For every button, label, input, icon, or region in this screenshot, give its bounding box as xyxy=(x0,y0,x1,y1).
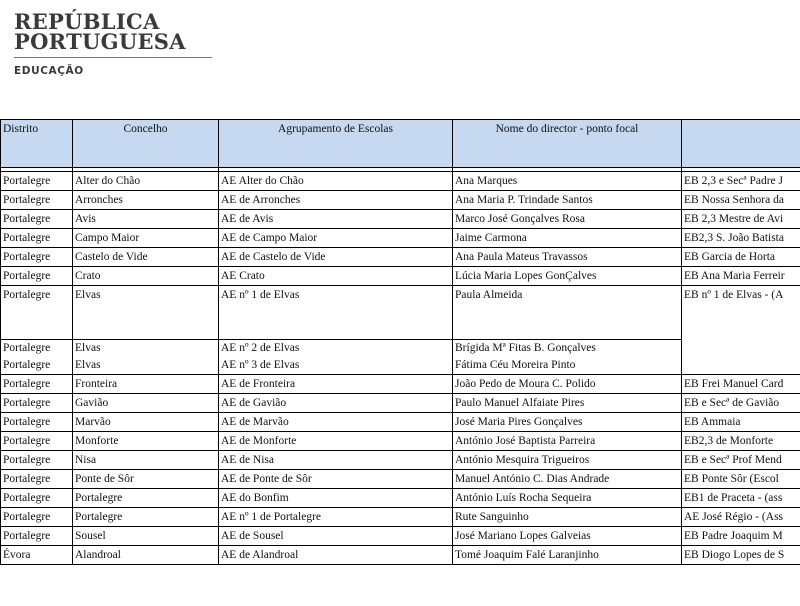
table-row xyxy=(1,470,800,489)
table-row xyxy=(1,527,800,546)
cell-distrito: Portalegre xyxy=(3,359,51,371)
cell-agrupamento: AE de Ponte de Sôr xyxy=(219,470,453,489)
cell-director: Jaime Carmona xyxy=(453,229,682,248)
cell-distrito: Portalegre xyxy=(1,191,73,210)
cell-escola: EB2,3 de Monforte xyxy=(682,432,800,451)
cell-director: Ana Paula Mateus Travassos xyxy=(453,248,682,267)
cell-concelho-stack xyxy=(73,340,219,375)
cell-concelho: Ponte de Sôr xyxy=(73,470,219,489)
cell-concelho: Avis xyxy=(73,210,219,229)
cell-concelho: Arronches xyxy=(73,191,219,210)
logo-divider xyxy=(14,57,212,58)
cell-director: Paula Almeida xyxy=(453,286,682,340)
cell-concelho: Portalegre xyxy=(73,489,219,508)
cell-escola: EB Diogo Lopes de S xyxy=(682,546,800,565)
header-concelho: Concelho xyxy=(73,120,219,168)
table-row xyxy=(1,489,800,508)
cell-concelho: Portalegre xyxy=(73,508,219,527)
cell-agrupamento: AE nº 1 de Portalegre xyxy=(219,508,453,527)
cell-agrupamento: AE Crato xyxy=(219,267,453,286)
cell-escola: EB Garcia de Horta xyxy=(682,248,800,267)
cell-agrupamento: AE nº 3 de Elvas xyxy=(221,359,300,371)
cell-distrito: Portalegre xyxy=(1,248,73,267)
cell-director: Marco José Gonçalves Rosa xyxy=(453,210,682,229)
cell-distrito: Portalegre xyxy=(1,172,73,191)
table-row xyxy=(1,508,800,527)
cell-concelho: Crato xyxy=(73,267,219,286)
table-row-elvas-2 xyxy=(1,340,800,375)
cell-distrito: Portalegre xyxy=(3,342,51,354)
cell-distrito: Portalegre xyxy=(1,508,73,527)
header-agrupamento: Agrupamento de Escolas xyxy=(219,120,453,168)
table-row xyxy=(1,248,800,267)
cell-director: Ana Maria P. Trindade Santos xyxy=(453,191,682,210)
cell-distrito: Portalegre xyxy=(1,394,73,413)
cell-director: Rute Sanguinho xyxy=(453,508,682,527)
cell-agrupamento: AE de Marvão xyxy=(219,413,453,432)
cell-agrupamento: AE de Alandroal xyxy=(219,546,453,565)
header-distrito: Distrito xyxy=(1,120,73,168)
cell-escola: EB Padre Joaquim M xyxy=(682,527,800,546)
cell-concelho: Monforte xyxy=(73,432,219,451)
cell-agrupamento: AE de Fronteira xyxy=(219,375,453,394)
cell-agrupamento: AE de Sousel xyxy=(219,527,453,546)
table-row-elvas-1 xyxy=(1,286,800,340)
cell-concelho: Nisa xyxy=(73,451,219,470)
cell-distrito: Portalegre xyxy=(1,267,73,286)
table-row xyxy=(1,210,800,229)
republica-portuguesa-educacao-logo xyxy=(14,9,214,77)
cell-escola: EB 2,3 Mestre de Avi xyxy=(682,210,800,229)
cell-escola: EB Ponte Sôr (Escol xyxy=(682,470,800,489)
cell-escola-elvas-text: EB nº 1 de Elvas - (A xyxy=(684,289,784,301)
cell-director: João Pedo de Moura C. Polido xyxy=(453,375,682,394)
cell-distrito: Portalegre xyxy=(1,210,73,229)
cell-director: Ana Marques xyxy=(453,172,682,191)
cell-concelho: Elvas xyxy=(75,342,101,354)
table-row xyxy=(1,546,800,565)
cell-concelho: Marvão xyxy=(73,413,219,432)
cell-director-stack xyxy=(453,340,682,375)
cell-escola: EB1 de Praceta - (ass xyxy=(682,489,800,508)
cell-distrito: Portalegre xyxy=(1,229,73,248)
cell-concelho: Campo Maior xyxy=(73,229,219,248)
cell-concelho: Sousel xyxy=(73,527,219,546)
cell-director: António Luís Rocha Sequeira xyxy=(453,489,682,508)
cell-distrito-stack xyxy=(1,340,73,375)
table-row xyxy=(1,267,800,286)
cell-director: Manuel António C. Dias Andrade xyxy=(453,470,682,489)
cell-agrupamento-stack xyxy=(219,340,453,375)
cell-distrito: Portalegre xyxy=(1,413,73,432)
header-director: Nome do director - ponto focal xyxy=(453,120,682,168)
cell-escola: EB e Secª de Gavião xyxy=(682,394,800,413)
cell-distrito: Portalegre xyxy=(1,470,73,489)
cell-distrito: Portalegre xyxy=(1,489,73,508)
cell-escola: EB Nossa Senhora da xyxy=(682,191,800,210)
cell-agrupamento: AE de Nisa xyxy=(219,451,453,470)
table-row xyxy=(1,394,800,413)
cell-agrupamento: AE de Campo Maior xyxy=(219,229,453,248)
header-escola xyxy=(682,120,800,168)
table-row xyxy=(1,172,800,191)
cell-concelho: Fronteira xyxy=(73,375,219,394)
cell-distrito: Portalegre xyxy=(1,375,73,394)
cell-distrito: Portalegre xyxy=(1,432,73,451)
cell-agrupamento: AE de Monforte xyxy=(219,432,453,451)
cell-concelho: Elvas xyxy=(73,286,219,340)
cell-director: José Maria Pires Gonçalves xyxy=(453,413,682,432)
cell-agrupamento: AE de Gavião xyxy=(219,394,453,413)
cell-concelho: Alter do Chão xyxy=(73,172,219,191)
cell-escola: EB e Secª Prof Mend xyxy=(682,451,800,470)
cell-director: Brígida Mª Fitas B. Gonçalves xyxy=(455,342,596,354)
cell-distrito: Portalegre xyxy=(1,286,73,340)
table-header-row xyxy=(1,120,800,168)
cell-director: Paulo Manuel Alfaiate Pires xyxy=(453,394,682,413)
cell-distrito: Portalegre xyxy=(1,451,73,470)
cell-director: José Mariano Lopes Galveias xyxy=(453,527,682,546)
table-row xyxy=(1,191,800,210)
table-row xyxy=(1,432,800,451)
logo-line-portuguesa: PORTUGUESA xyxy=(14,29,186,54)
cell-director: Lúcia Maria Lopes GonÇalves xyxy=(453,267,682,286)
cell-distrito: Portalegre xyxy=(1,527,73,546)
cell-escola: EB Ammaia xyxy=(682,413,800,432)
cell-director: Tomé Joaquim Falé Laranjinho xyxy=(453,546,682,565)
table-row xyxy=(1,451,800,470)
table-row xyxy=(1,375,800,394)
cell-escola: EB2,3 S. João Batista xyxy=(682,229,800,248)
cell-agrupamento: AE do Bonfim xyxy=(219,489,453,508)
logo-line-republica: REPÚBLICA xyxy=(14,9,160,34)
cell-distrito: Évora xyxy=(1,546,73,565)
cell-director: Fátima Céu Moreira Pinto xyxy=(455,359,576,371)
cell-concelho: Castelo de Vide xyxy=(73,248,219,267)
cell-concelho: Gavião xyxy=(73,394,219,413)
cell-agrupamento: AE de Avis xyxy=(219,210,453,229)
cell-concelho: Elvas xyxy=(75,359,101,371)
cell-agrupamento: AE de Castelo de Vide xyxy=(219,248,453,267)
cell-director: António Mesquira Trigueiros xyxy=(453,451,682,470)
table-row xyxy=(1,229,800,248)
cell-escola: EB 2,3 e Secª Padre J xyxy=(682,172,800,191)
cell-agrupamento: AE nº 1 de Elvas xyxy=(219,286,453,340)
cell-director: António José Baptista Parreira xyxy=(453,432,682,451)
schools-table xyxy=(0,119,800,565)
cell-agrupamento: AE de Arronches xyxy=(219,191,453,210)
cell-escola: EB Ana Maria Ferreir xyxy=(682,267,800,286)
cell-agrupamento: AE Alter do Chão xyxy=(219,172,453,191)
cell-agrupamento: AE nº 2 de Elvas xyxy=(221,342,300,354)
logo-line-educacao: EDUCAÇÃO xyxy=(14,65,84,77)
cell-escola-elvas xyxy=(682,286,800,375)
cell-escola: EB Frei Manuel Card xyxy=(682,375,800,394)
cell-concelho: Alandroal xyxy=(73,546,219,565)
cell-escola: AE José Régio - (Ass xyxy=(682,508,800,527)
table-row xyxy=(1,413,800,432)
